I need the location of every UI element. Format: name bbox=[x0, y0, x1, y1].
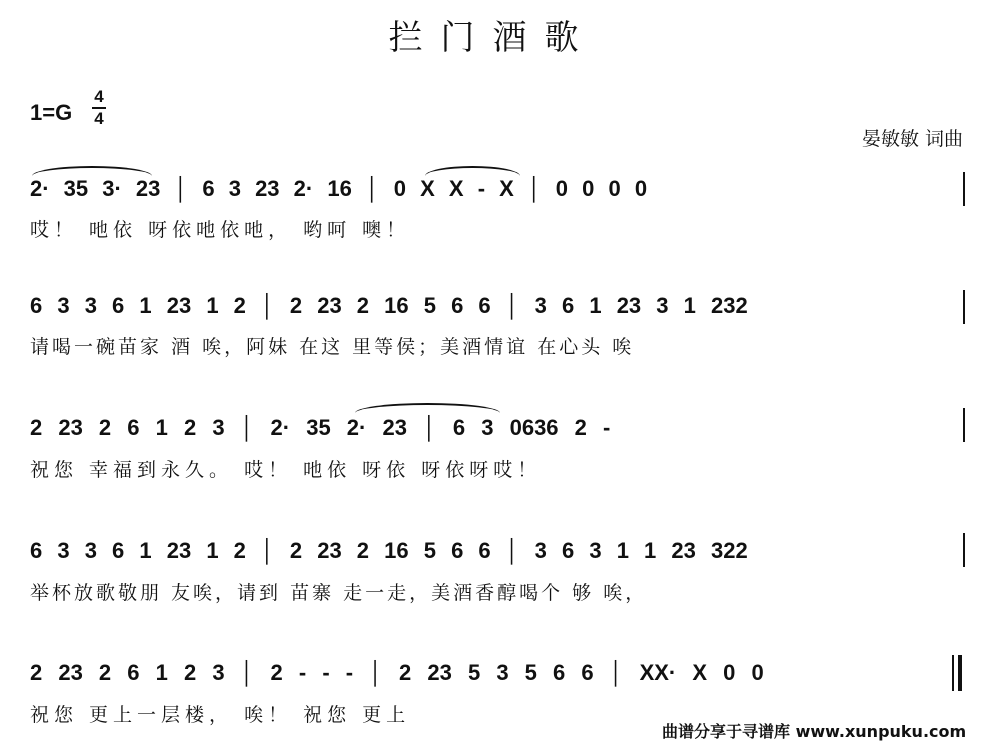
time-denominator: 4 bbox=[94, 109, 104, 128]
source-watermark: 曲谱分享于寻谱库 www.xunpuku.com bbox=[622, 712, 985, 752]
lyrics-row-1: 哎！ 吔依 呀依吔依吔， 哟呵 噢！ bbox=[30, 219, 411, 241]
lyrics-row-5: 祝您 更上一层楼， 唉！ 祝您 更上 bbox=[30, 704, 411, 726]
notation-row-5: 2 23 2 6 1 2 3 │ 2 - - - │ 2 23 5 3 5 6 6 │ XX· X 0 0 bbox=[30, 660, 764, 685]
notation-row-3: 2 23 2 6 1 2 3 │ 2· 35 2· 23 │ 6 3 0636 2 - bbox=[30, 415, 611, 440]
time-numerator: 4 bbox=[94, 87, 104, 106]
notation-row-1: 2· 35 3· 23 │ 6 3 23 2· 16 │ 0 X X - X │ 0 0 0 0 bbox=[30, 176, 648, 201]
lyrics-row-3: 祝您 幸福到永久。 哎！ 吔依 呀依 呀依呀哎！ bbox=[30, 459, 542, 481]
notation-row-2: 6 3 3 6 1 23 1 2 │ 2 23 2 16 5 6 6 │ 3 6 1 23 3 1 232 bbox=[30, 293, 748, 318]
notation-row-4: 6 3 3 6 1 23 1 2 │ 2 23 2 16 5 6 6 │ 3 6 3 1 1 23 322 bbox=[30, 538, 748, 563]
song-title: 拦门酒歌 bbox=[388, 18, 597, 58]
lyrics-row-4: 举杯放歌敬朋 友唉，请到 苗寨 走一走，美酒香醇喝个 够 唉， bbox=[30, 582, 648, 604]
time-signature bbox=[92, 88, 106, 128]
lyrics-row-2: 请喝一碗苗家 酒 唉，阿妹 在这 里等侯；美酒情谊 在心头 唉 bbox=[30, 336, 635, 358]
composer-credit: 晏敏敏 词曲 bbox=[861, 128, 963, 150]
key-signature: 1=G bbox=[30, 100, 73, 125]
